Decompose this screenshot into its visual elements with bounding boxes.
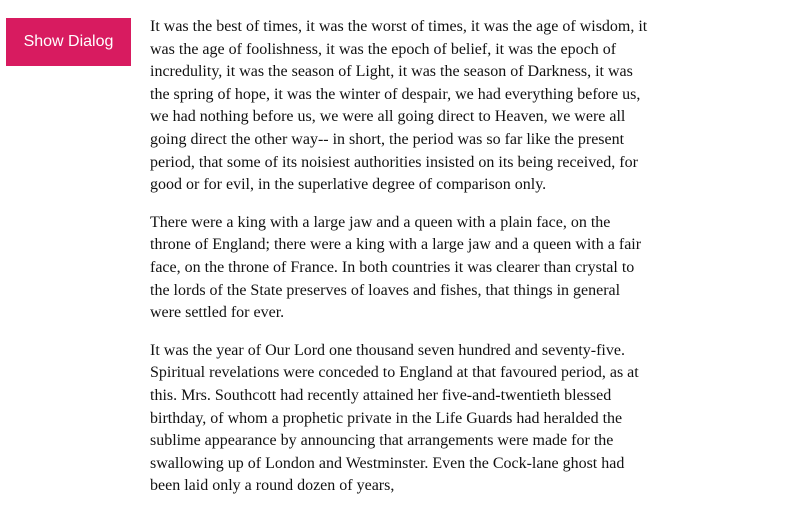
article-text [150,16,655,513]
article-paragraph: There were a king with a large jaw and a queen with a plain face, on the throne of England; there were a king with a large jaw and a queen with a fair face, on the throne of France. In both countries it was clearer than crystal to the lords of the State preserves of loaves and fishes, that things in general were settled for ever. [150,213,642,322]
article-paragraph: It was the year of Our Lord one thousand seven hundred and seventy-five. Spiritual revelations were conceded to England at that favoured period, as at this. Mrs. Southcott had recently attained her five-and-twentieth blessed birthday, of whom a prophetic private in the Life Guards had heralded the sublime appearance by announcing that arrangements were made for the swallowing up of London and Westminster. Even the Cock-lane ghost had been laid only a round dozen of years, [150,341,639,495]
article-paragraph: It was the best of times, it was the worst of times, it was the age of wisdom, it was the age of foolishness, it was the epoch of belief, it was the epoch of incredulity, it was the season of Light, it was the season of Darkness, it was the spring of hope, it was the winter of despair, we had everything before us, we had nothing before us, we were all going direct to Heaven, we were all going direct the other way-- in short, the period was so far like the present period, that some of its noisiest authorities insisted on its being received, for good or for evil, in the superlative degree of comparison only. [150,18,648,194]
show-dialog-button[interactable]: Show Dialog [6,18,131,66]
